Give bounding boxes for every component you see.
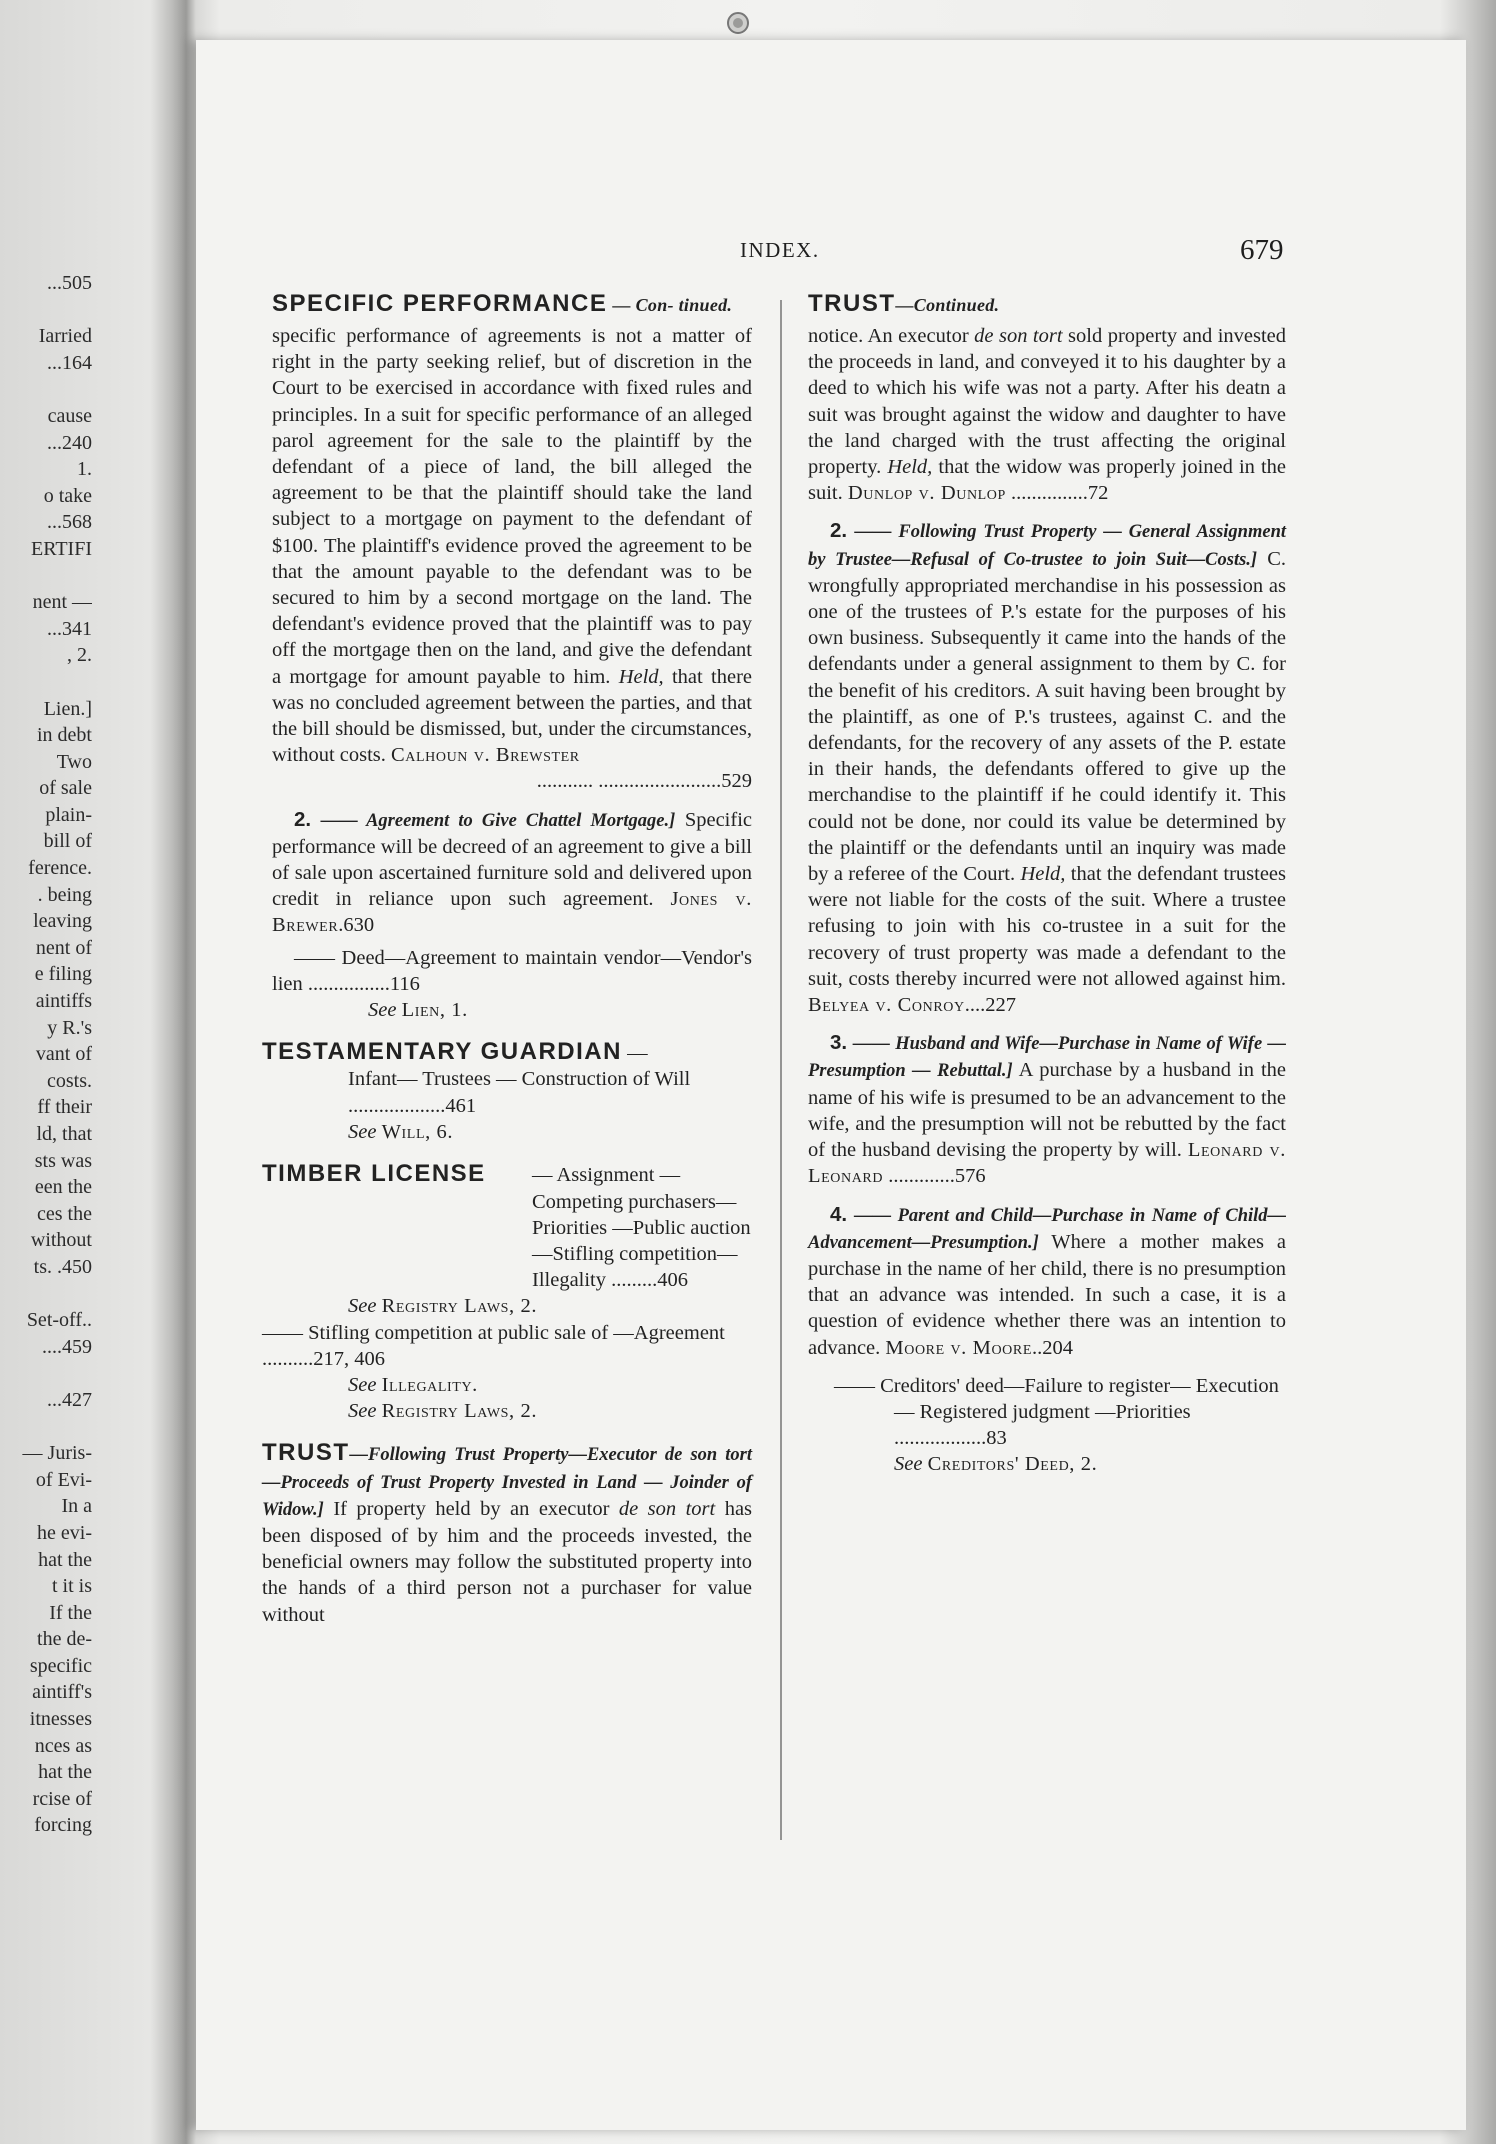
page-reference: ........... ........................529 (536, 770, 752, 793)
case-name: Jones v. Brewer (272, 888, 752, 937)
page-reference: ...............72 (1011, 482, 1109, 505)
see-reference: Registry Laws, 2. (381, 1400, 538, 1423)
page-reference: ..204 (1031, 1336, 1073, 1359)
see-reference: Lien, 1. (401, 999, 468, 1022)
page-number: 679 (1240, 234, 1284, 266)
trust-cross-reference (808, 1373, 1286, 1478)
entry-title: —Following Trust Property—Executor de son tort—Proceeds of Trust Property Invested in Land — Joinder of Widow.] (262, 1445, 752, 1520)
heading-dash: — (627, 1042, 648, 1065)
facing-page-line: y R.'s (47, 1016, 92, 1039)
index-entry-specific-performance (272, 292, 752, 1023)
facing-page-line (0, 376, 92, 403)
facing-page-line (0, 297, 92, 324)
facing-page-line: cause (47, 404, 92, 427)
see-label: See (348, 1373, 377, 1396)
entry-text: notice. An executor (808, 325, 969, 347)
facing-page-line: sts was (34, 1149, 92, 1172)
facing-page-line: ference. (28, 857, 92, 880)
facing-page-line: nent — (32, 591, 92, 614)
trust-sub-entry-4 (808, 1202, 1286, 1361)
facing-page-line: plain- (45, 803, 92, 826)
facing-page-line (0, 1414, 92, 1441)
sub-entry-title: —— Agreement to Give Chattel Mortgage.] (320, 810, 676, 831)
facing-page-line: of Evi- (35, 1468, 92, 1491)
facing-page-line: without (30, 1229, 92, 1252)
cross-reference-line: —— Stifling competition at public sale of —Agreement ..........217, 406 (262, 1321, 725, 1370)
sub-entry-number: 2. (830, 519, 848, 543)
facing-page-line: — Juris- (22, 1442, 92, 1465)
held-label: Held, (887, 456, 933, 479)
facing-page-line: ERTIFI (30, 537, 92, 560)
entry-text: has been disposed of by him and the proceeds invested, the beneficial owners may follow the substituted property into the hands of a third person not a purchaser for value without (262, 1497, 753, 1626)
held-label: Held, (618, 665, 664, 688)
see-label: See (348, 1295, 377, 1318)
facing-page-line: rcise of (32, 1787, 92, 1810)
facing-page-line: nces as (34, 1734, 92, 1757)
entry-text: Infant— Trustees — Construction of Will ...................461 (348, 1068, 691, 1117)
cross-reference-line: —— Creditors' deed—Failure to register— Execution— Registered judgment —Priorities ..................83 (834, 1374, 1279, 1450)
facing-page-line: ld, that (36, 1123, 92, 1145)
facing-page-line: of sale (39, 777, 92, 800)
facing-page-line (0, 1360, 92, 1387)
facing-page-line (0, 669, 92, 696)
facing-page-line (0, 563, 92, 590)
running-head-title: INDEX. (740, 238, 820, 262)
case-name: Leonard v. Leonard (808, 1139, 1286, 1188)
sub-entry-title: —— Following Trust Property — General Assignment by Trustee—Refusal of Co-trustee to join Suit—Costs.] (808, 522, 1286, 570)
index-entry-trust (262, 1440, 752, 1627)
facing-page-line: costs. (47, 1069, 92, 1092)
index-entry-trust-continued (808, 292, 1286, 506)
facing-page-line: Lien.] (43, 697, 92, 720)
sub-entry-number: 2. (294, 807, 312, 831)
facing-page-line: t it is (51, 1575, 92, 1598)
sub-entry-number: 4. (830, 1202, 848, 1226)
entry-text: specific performance of agreements is not a matter of right in the party seeking relief, but of discretion in the Court to be exercised in accordance with fixed rules and principles. In a suit for specific performance of an alleged parol agreement for the sale to the plaintiff by the defendant of a piece of land, the bill alleged the agreement to be that the plaintiff should take the land subject to a mortgage on payment to the defendant of $100. The plaintiff's evidence proved the agreement to be that the amount payable to the defendant was to be secured to him by a second mortgage on the land. The defendant's evidence proved that the plaintiff was to pay off the mortgage then on the land, and give the defendant a mortgage for amount payable to him. (272, 325, 752, 688)
entry-text: Specific performance will be decreed of an agreement to give a bill of sale upon ascertained furniture sold and delivered upon credit in reliance upon such agreement. (272, 808, 752, 911)
case-name: Dunlop v. Dunlop (847, 482, 1006, 505)
facing-page-line: Iarried (38, 325, 92, 348)
facing-page-line: hat the (38, 1548, 92, 1571)
facing-page-line: specific (29, 1654, 92, 1677)
entry-text: that the widow was properly joined in the suit. (808, 456, 1287, 505)
facing-page-line: the de- (37, 1628, 92, 1651)
facing-page-line: he evi- (37, 1521, 92, 1544)
entry-text: A purchase by a husband in the name of his wife is presumed to be an advancement to the wife, and the presumption will not be rebutted by the fact of the husband devising the property by will. (808, 1059, 1286, 1162)
facing-page-fragment (0, 270, 92, 1890)
see-reference: Registry Laws, 2. (381, 1295, 538, 1318)
facing-page-line: ff their (37, 1096, 92, 1119)
facing-page-line: nent of (35, 936, 92, 959)
facing-page-line: in debt (37, 724, 92, 747)
facing-page-line: een the (34, 1176, 92, 1199)
entry-heading: TESTAMENTARY GUARDIAN (262, 1038, 622, 1066)
entry-heading: TIMBER LICENSE (262, 1160, 486, 1188)
see-label: See (368, 999, 397, 1022)
facing-page-line: ...427 (47, 1388, 92, 1411)
sub-entry-title: —— Parent and Child—Purchase in Name of Child—Advancement—Presumption.] (808, 1205, 1287, 1253)
entry-text: — Assignment — Competing purchasers—Priorities —Public auction—Stifling competition—Illegality .........406 (532, 1164, 751, 1292)
index-entry-timber-license (262, 1161, 752, 1424)
facing-page-line: aintiffs (35, 990, 92, 1013)
continued-label: — Con- tinued. (612, 295, 733, 315)
index-entry-testamentary-guardian (262, 1039, 752, 1145)
facing-page-line: ...505 (47, 272, 92, 294)
entry-heading: SPECIFIC PERFORMANCE (272, 290, 608, 317)
facing-page-line: ...240 (47, 431, 92, 454)
facing-page-line: itnesses (29, 1708, 92, 1731)
see-reference: Illegality. (381, 1373, 478, 1396)
facing-page-line: , 2. (67, 644, 92, 667)
facing-page-line: ...568 (47, 511, 92, 534)
entry-text: that the defendant trustees were not liable for the costs of the suit. Where a trustee refusing to join with his co-trustee in a suit for the recovery of trust property was made a defendant to the suit, costs thereby incurred were not allowed against him. (808, 863, 1287, 990)
running-head (0, 234, 1496, 272)
trust-sub-entry-2 (808, 518, 1286, 1018)
trust-sub-entry-3 (808, 1030, 1286, 1189)
facing-page-line: ces the (37, 1202, 92, 1225)
entry-text: C. wrongfully appropriated merchandise in his possession as one of the trustees of P.'s estate for the purposes of his own business. Subsequently it came into the hands of the defendants under a general assignment to them by C. for the benefit of his creditors. A suit having been brought by the plaintiff, as one of P.'s trustees, against C. and the defendants, for the recovery of any assets of the P. estate in their hands, the defendants offered to give up the merchandise to the plaintiff if he could identify it. This could not be done, nor could its value be determined by the plaintiff or the defendants until an inquiry was made by a referee of the Court. (808, 547, 1286, 886)
facing-page-line: ...164 (47, 351, 92, 374)
page-reference: .630 (338, 914, 375, 937)
facing-page-line: hat the (38, 1761, 92, 1784)
facing-page-line: aintiff's (32, 1681, 92, 1704)
see-label: See (894, 1453, 923, 1476)
facing-page-line: leaving (33, 910, 92, 933)
see-reference: Creditors' Deed, 2. (927, 1453, 1098, 1476)
case-name: Calhoun v. Brewster (391, 744, 580, 767)
facing-page-line: 1. (77, 458, 92, 481)
page-reference: .............576 (888, 1165, 986, 1188)
sub-entry-title: —— Husband and Wife—Purchase in Name of Wife — Presumption — Rebuttal.] (808, 1034, 1286, 1082)
entry-text: sold property and invested the proceeds in land, and conveyed it to his daughter by a deed to which his wife was not a party. After his deatn a suit was brought against the widow and daughter to have the land charged with the trust affecting the original property. (808, 325, 1287, 479)
continued-label: —Continued. (895, 295, 1000, 315)
facing-page-line: . being (37, 883, 92, 906)
facing-page-line: forcing (34, 1814, 92, 1837)
case-name: Belyea v. Conroy (808, 994, 965, 1017)
see-label: See (348, 1400, 377, 1423)
facing-page-line: ts. .450 (33, 1255, 92, 1278)
index-column-left (262, 290, 753, 1628)
facing-page-line: e filing (34, 963, 92, 986)
page-reference: ....227 (964, 994, 1016, 1017)
sub-entry-number: 3. (830, 1031, 848, 1055)
entry-heading: TRUST (262, 1439, 350, 1467)
facing-page-line: o take (43, 484, 92, 507)
facing-page-line: Two (56, 750, 92, 773)
entry-text: that there was no concluded agreement between the parties, and that the bill should be dismissed, but, under the circumstances, without costs. (272, 665, 752, 767)
case-name: Moore v. Moore (885, 1336, 1032, 1359)
facing-page-line: ....459 (42, 1335, 92, 1358)
entry-text-italic: de son tort (974, 325, 1063, 347)
see-label: See (348, 1120, 377, 1143)
entry-text: If property held by an executor (333, 1497, 610, 1520)
facing-page-line: bill of (43, 830, 92, 853)
facing-page-line: ...341 (47, 617, 92, 640)
entry-text: Where a mother makes a purchase in the name of her child, there is no presumption that an advance was intended. In such a case, it is a question of evidence whether there was an intention to advance. (808, 1230, 1286, 1359)
facing-page-line: If the (49, 1601, 92, 1624)
facing-page-line (0, 1281, 92, 1308)
entry-heading: TRUST (808, 290, 896, 317)
column-divider (780, 300, 782, 1840)
index-column-right (808, 292, 1286, 1478)
facing-page-line: Set-off.. (26, 1309, 92, 1332)
binding-hole-mark (727, 12, 749, 34)
entry-text-italic: de son tort (618, 1497, 716, 1520)
held-label: Held, (1020, 863, 1066, 886)
see-reference: Will, 6. (381, 1120, 454, 1143)
cross-reference-line: —— Deed—Agreement to maintain vendor—Vendor's lien ................116 (272, 946, 752, 995)
facing-page-line: In a (61, 1495, 92, 1518)
facing-page-line: vant of (35, 1043, 92, 1066)
